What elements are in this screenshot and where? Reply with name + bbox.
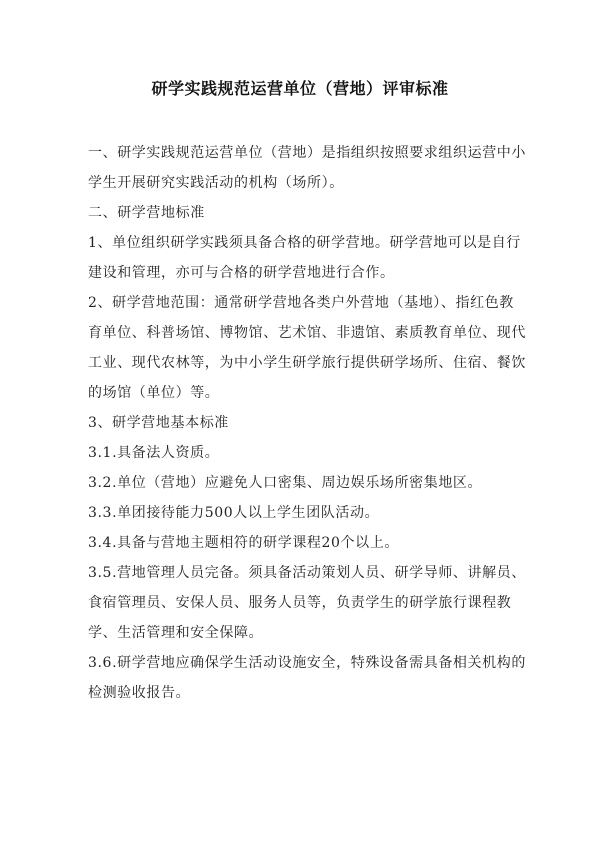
paragraph-item-3-2: 3.2.单位（营地）应避免人口密集、周边娱乐场所密集地区。 bbox=[88, 475, 483, 491]
paragraph-item-3-3: 3.3.单团接待能力500人以上学生团队活动。 bbox=[88, 505, 380, 521]
document-title: 研学实践规范运营单位（营地）评审标准 bbox=[151, 79, 449, 98]
paragraph-item-3-4: 3.4.具备与营地主题相符的研学课程20个以上。 bbox=[88, 535, 399, 551]
paragraph-item-2: 2、研学营地范围：通常研学营地各类户外营地（基地）、指红色教育单位、科普场馆、博物馆、艺术馆、非遗馆、素质教育单位、现代工业、现代农林等，为中小学生研学旅行提供研学场所、住宿、餐饮的场馆（单位）等。 bbox=[88, 295, 526, 401]
paragraph-item-3-5: 3.5.营地管理人员完备。须具备活动策划人员、研学导师、讲解员、食宿管理员、安保人员、服务人员等，负责学生的研学旅行课程教学、生活管理和安全保障。 bbox=[88, 565, 526, 641]
section-heading-basic-standards: 3、研学营地基本标准 bbox=[88, 415, 229, 431]
paragraph-item-1: 1、单位组织研学实践须具备合格的研学营地。研学营地可以是自行建设和管理，亦可与合格的研学营地进行合作。 bbox=[88, 235, 521, 281]
paragraph-definition: 一、研学实践规范运营单位（营地）是指组织按照要求组织运营中小学生开展研究实践活动的机构（场所）。 bbox=[88, 145, 526, 191]
paragraph-item-3-1: 3.1.具备法人资质。 bbox=[88, 445, 220, 461]
section-heading-camp-standards: 二、研学营地标准 bbox=[88, 205, 205, 221]
paragraph-item-3-6: 3.6.研学营地应确保学生活动设施安全，特殊设备需具备相关机构的检测验收报告。 bbox=[88, 655, 526, 701]
